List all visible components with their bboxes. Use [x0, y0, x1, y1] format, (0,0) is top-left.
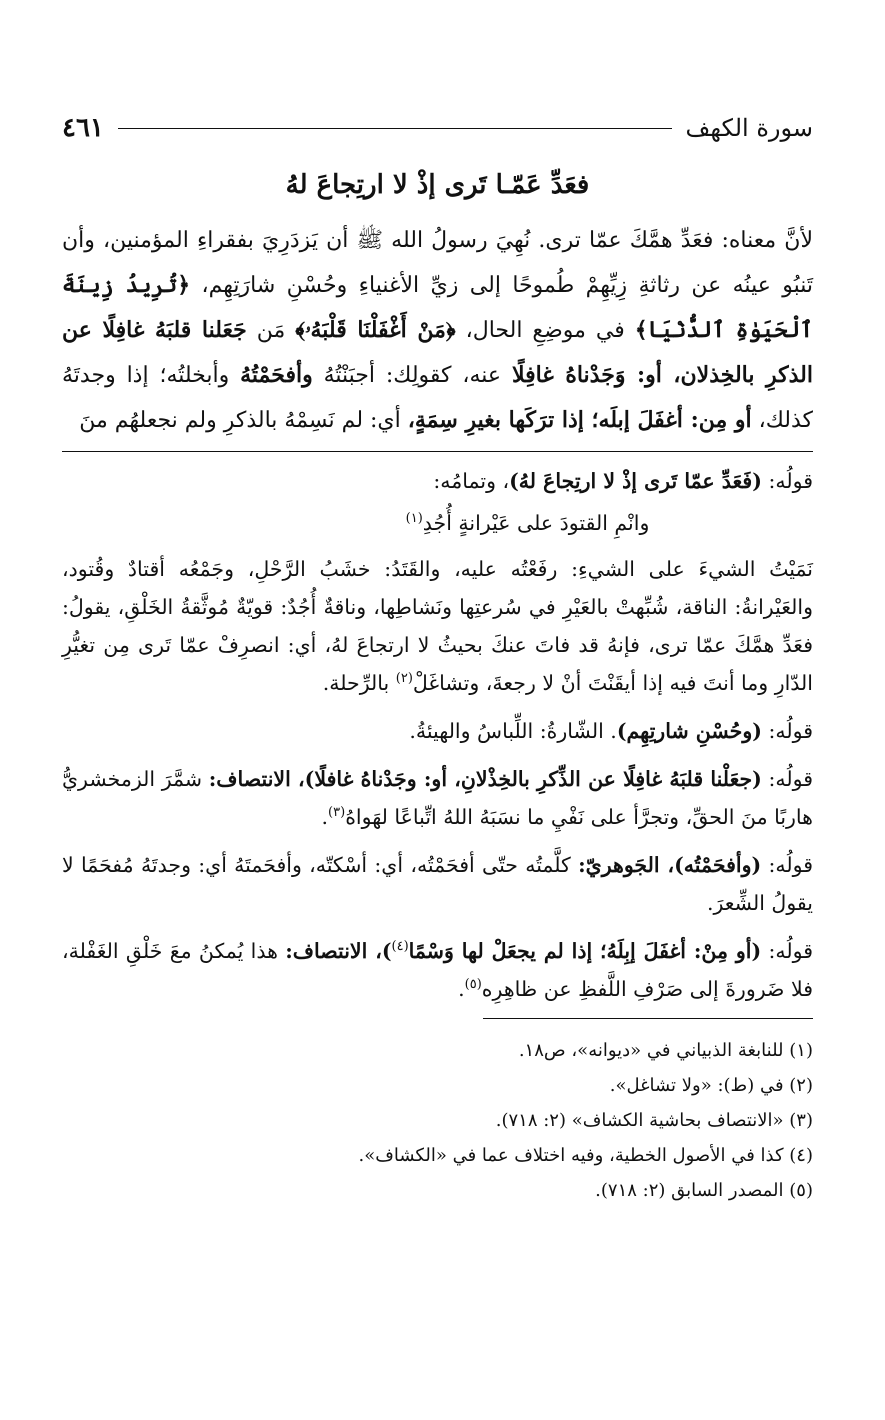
footnote-ref: (٣) — [328, 805, 346, 821]
running-head — [62, 108, 813, 148]
gloss-entry-1 — [62, 462, 813, 500]
footnote-4: (٤) كذا في الأصول الخطية، وفيه اختلاف عما في «الكشاف». — [358, 1145, 813, 1166]
source-name: ، الانتصاف: — [208, 767, 305, 791]
gloss-quote: (وحُسْنِ شارتِهِم) — [616, 719, 762, 743]
quran-quote: ﴿مَنْ أَغْفَلْنَا قَلْبَهُۥ﴾ — [295, 317, 456, 343]
verse-text: وانْمِ القتودَ على عَيْرانةٍ أُجُدِ — [422, 511, 650, 535]
gloss-quote: (جعَلْنا قلبَهُ غافِلًا عن الذِّكرِ بالخِذْلانِ، أو: وجَدْناهُ غافلًا) — [304, 767, 762, 791]
gloss-entry-2 — [62, 712, 813, 750]
main-divider — [62, 451, 813, 452]
marginal-gloss — [62, 462, 813, 1008]
gloss-entry-5 — [62, 932, 813, 1008]
text-run: . — [321, 805, 329, 829]
text-run: وأبخلتُه؛ إذا وجدتَهُ كذلك، — [62, 363, 813, 433]
gloss-quote: (فَعَدِّ عمّا تَرى إذْ لا ارتِجاعَ لهُ) — [509, 469, 762, 493]
footnote-3: (٣) «الانتصاف بحاشية الكشاف» (٢: ٧١٨). — [495, 1110, 813, 1131]
text-run: بالرِّحلة. — [322, 671, 396, 695]
gloss-label: قولُه: — [761, 939, 813, 963]
quran-quote: ﴿تُرِيدُ زِينَةَ ٱلْحَيَوٰةِ ٱلدُّنْيَا﴾ — [62, 272, 813, 343]
gloss-label: قولُه: — [761, 767, 814, 791]
text-run: لأنَّ معناه: فعَدِّ همَّكَ عمّا ترى. نُهِيَ رسولُ الله ﷺ أن يَزدَرِيَ بفقراءِ المؤمنين، وأن تَنبُو عينُه عن رثاثةِ زِيِّهِمْ طُموحًا إلى زيِّ الأغنياءِ وحُسْنِ شارَتِهِم، — [62, 228, 813, 298]
main-paragraph — [62, 218, 813, 443]
gloss-quote: (أو مِنْ: أغفَلَ إبِلَهُ؛ إذا لم يجعَلْ لها وَسْمًا — [408, 939, 762, 963]
text-run: كلَّمتُه حتّى أفحَمْتُه، أي: أسْكتّه، وأفحَمتَهُ أي: وجدتَهُ مُفحَمًا لا يقولُ الشِّعرَ. — [62, 853, 813, 915]
gloss-explanation — [62, 550, 813, 702]
gloss-label: قولُه: — [761, 853, 813, 877]
page-number: ٤٦١ — [62, 113, 104, 143]
gloss-quote: (وأفحَمْتُه) — [674, 853, 762, 877]
footnote-ref: (٢) — [395, 671, 413, 687]
text-run: هذا يُمكنُ معَ خَلْقِ الغَفْلة، فلا ضَرورةَ إلى صَرْفِ اللَّفظِ عن ظاهِرِه — [62, 939, 813, 1001]
source-name: ، الجَوهريّ: — [578, 853, 675, 877]
footnote-ref: (٤) — [391, 939, 409, 955]
source-name: ، الانتصاف: — [285, 939, 382, 963]
footnote-divider — [483, 1018, 813, 1019]
footnotes — [62, 1033, 813, 1208]
surah-title: سورة الكهف — [685, 114, 813, 142]
poetry-verse — [62, 504, 813, 542]
gloss-entry-3 — [62, 760, 813, 836]
bold-phrase: أو مِن: أغفَلَ إبلَه؛ إذا ترَكَها بغيرِ سِمَةٍ، — [407, 407, 752, 433]
text-run: . — [458, 977, 465, 1001]
footnote-ref: (٥) — [464, 977, 482, 993]
gloss-quote: ) — [381, 939, 392, 963]
text-run: . الشّارةُ: اللِّباسُ والهيئةُ. — [409, 719, 617, 743]
text-run: أي: لم نَسِمْهُ بالذكرِ ولم نجعلهُم منَ — [79, 408, 408, 433]
verse-title: فعَدِّ عَمّـا تَرى إذْ لا ارتِجاعَ لهُ — [285, 170, 590, 200]
text-run: نَمَيْتُ الشيءَ على الشيءِ: رفَعْتُه عليه، والقَتَدُ: خشَبُ الرَّحْلِ، وجَمْعُه أقتادٌ وقُتود، والعَيْرانةُ: الناقة، شُبِّهتْ بالعَيْرِ في سُرعتِها ونَشاطِها، وناقةٌ أُجُدٌ: قويّةٌ مُوثَّقةُ الخَلْقِ، يقولُ: فعَدِّ همَّكَ عمّا ترى، فإنهُ قد فاتَ عنكَ بحيثُ لا ارتجاعَ لهُ، أي: انصرِفْ عمّا تَرى مِن تغيُّرِ الدّارِ وما أنتَ فيه إذا أيقَنْتَ أنْ لا رجعةَ، وتشاغَلْ — [62, 557, 813, 695]
text-run: ، وتمامُه: — [433, 469, 510, 493]
footnote-5: (٥) المصدر السابق (٢: ٧١٨). — [595, 1180, 813, 1201]
text-run: في موضِعِ الحال، — [455, 318, 635, 343]
gloss-entry-4 — [62, 846, 813, 922]
footnote-1: (١) للنابغة الذبياني في «ديوانه»، ص١٨. — [518, 1040, 813, 1061]
footnote-ref: (١) — [405, 511, 423, 527]
gloss-label: قولُه: — [761, 719, 813, 743]
bold-phrase: وأفحَمْتُهُ — [240, 362, 313, 388]
text-run: عنه، كقولِك: أجبَنْتُهُ — [312, 363, 512, 388]
footnote-2: (٢) في (ط): «ولا تشاغل». — [609, 1075, 813, 1096]
text-run: شمَّرَ الزمخشريُّ هاربًا منَ الحقِّ، وتجرَّأ على نَفْيِ ما نسَبَهُ اللهُ اتِّباعًا لهَواهُ — [62, 767, 813, 829]
main-commentary — [62, 218, 813, 443]
bold-phrase: جَعَلنا قلبَهُ غافِلًا عن الذكرِ بالخِذلان، أو: وَجَدْناهُ غافِلًا — [62, 317, 813, 388]
header-rule — [118, 128, 672, 129]
text-run: مَن — [246, 318, 296, 343]
gloss-label: قولُه: — [761, 469, 813, 493]
